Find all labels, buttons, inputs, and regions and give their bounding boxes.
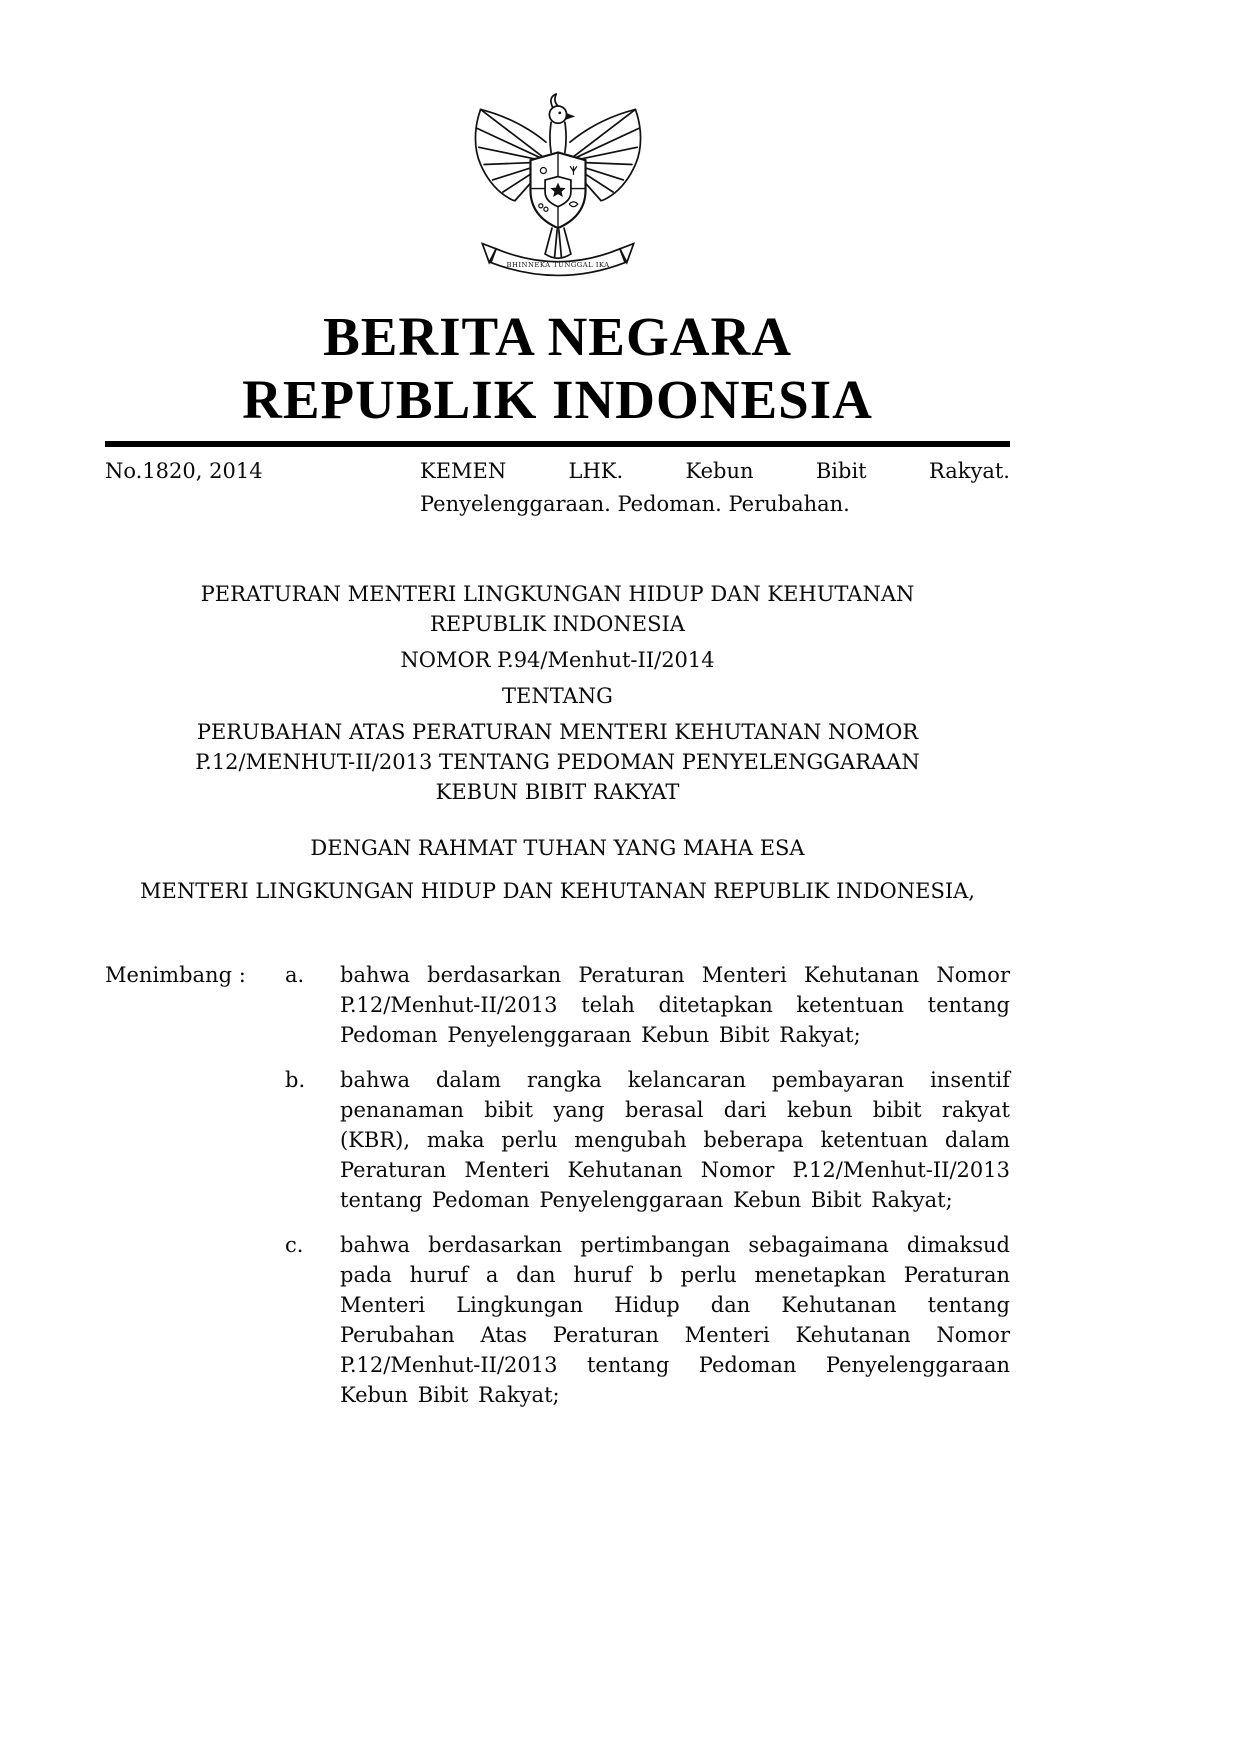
considerations-label-spacer-2 [105, 1230, 285, 1410]
regulation-subject-line-3: KEBUN BIBIT RAKYAT [435, 780, 680, 805]
regulation-title-line-1: PERATURAN MENTERI LINGKUNGAN HIDUP DAN KEHUTANAN [200, 582, 915, 607]
regulation-title-block [105, 579, 1010, 807]
gazette-subject [420, 455, 1010, 521]
gazette-subject-line1: KEMEN LHK. Kebun Bibit Rakyat. [420, 459, 1010, 484]
masthead [105, 306, 1010, 431]
masthead-title-line1: BERITA NEGARA [323, 306, 792, 367]
regulation-tentang-line: TENTANG [502, 684, 613, 709]
consideration-text-c: bahwa berdasarkan pertimbangan sebagaimana dimaksud pada huruf a dan huruf b perlu menetapkan Peraturan Menteri Lingkungan Hidup dan Kehutanan tentang Perubahan Atas Peraturan Menteri Kehutanan Nomor P.12/Menhut-II/2013 tentang Pedoman Penyelenggaraan Kebun Bibit Rakyat; [340, 1233, 1010, 1408]
emblem-motto-text: BHINNEKA TUNGGAL IKA [505, 260, 610, 269]
garuda-pancasila-emblem-icon [472, 80, 644, 292]
consideration-text-a: bahwa berdasarkan Peraturan Menteri Kehutanan Nomor P.12/Menhut-II/2013 telah ditetapkan ketentuan tentang Pedoman Penyelenggaraan Kebun Bibit Rakyat; [340, 963, 1010, 1048]
gazette-number: No.1820, 2014 [105, 459, 263, 484]
considerations-section [105, 960, 1010, 1410]
page-content [105, 0, 1010, 1410]
masthead-title-line2: REPUBLIK INDONESIA [242, 368, 873, 430]
considerations-label-spacer-1 [105, 1065, 285, 1215]
emblem-container [105, 80, 1010, 292]
regulation-number-line: NOMOR P.94/Menhut-II/2014 [400, 648, 715, 673]
regulation-title-line-2: REPUBLIK INDONESIA [430, 612, 685, 637]
regulation-subject-line-2: P.12/MENHUT-II/2013 TENTANG PEDOMAN PENYELENGGARAAN [195, 750, 920, 775]
gazette-subject-line2: Penyelenggaraan. Pedoman. Perubahan. [420, 492, 850, 517]
consideration-marker-a: a. [285, 963, 305, 988]
consideration-text-b: bahwa dalam rangka kelancaran pembayaran insentif penanaman bibit yang berasal dari kebun bibit rakyat (KBR), maka perlu mengubah beberapa ketentuan dalam Peraturan Menteri Kehutanan Nomor P.12/Menhut-II/2013 tentang Pedoman Penyelenggaraan Kebun Bibit Rakyat; [340, 1068, 1010, 1213]
authority-line: MENTERI LINGKUNGAN HIDUP DAN KEHUTANAN REPUBLIK INDONESIA, [140, 879, 975, 904]
regulation-subject-line-1: PERUBAHAN ATAS PERATURAN MENTERI KEHUTANAN NOMOR [196, 720, 919, 745]
consideration-marker-b: b. [285, 1068, 306, 1093]
masthead-rule [105, 441, 1010, 447]
consideration-marker-c: c. [285, 1233, 304, 1258]
invocation-line: DENGAN RAHMAT TUHAN YANG MAHA ESA [310, 836, 805, 861]
considerations-label: Menimbang : [105, 963, 246, 988]
gazette-header [105, 455, 1010, 521]
